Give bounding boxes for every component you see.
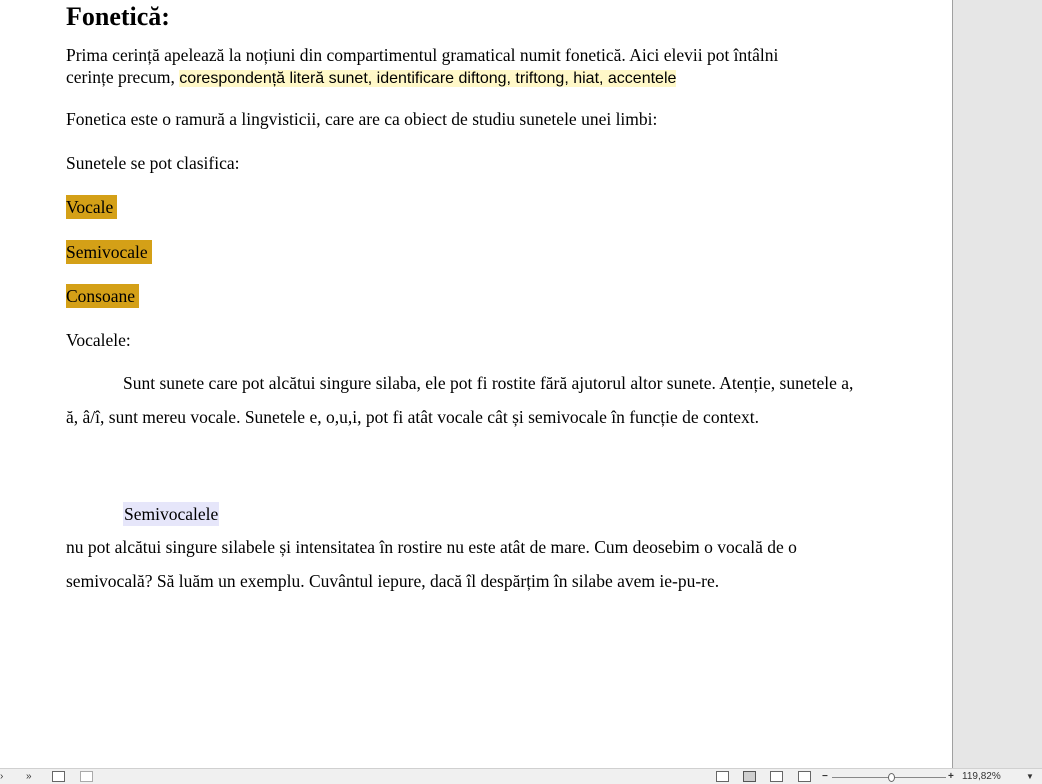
- semivowels-heading: [123, 503, 219, 525]
- chevron-down-icon[interactable]: ▼: [1026, 772, 1034, 781]
- zoom-level[interactable]: 119,82%: [962, 771, 1001, 782]
- intro-line-1: Prima cerință apelează la noțiuni din compartimentul gramatical numit fonetică. Aici elevii pot întâlni: [66, 45, 779, 65]
- status-bar: [0, 768, 1042, 784]
- document-heading: Fonetică:: [66, 2, 170, 31]
- class-item-label: Consoane: [66, 284, 139, 308]
- right-gutter: [952, 0, 1042, 768]
- intro-line-2: [66, 66, 676, 90]
- class-item-consoane: [66, 285, 139, 307]
- semivowels-paragraph: nu pot alcătui singure silabele și intensitatea în rostire nu este atât de mare. Cum deosebim o vocală de o semivocală? Să luăm un exemplu. Cuvântul iepure, dacă îl despărțim în silabe avem ie-pu-re.: [66, 537, 797, 591]
- zoom-out-button[interactable]: −: [822, 771, 828, 782]
- normal-view-icon[interactable]: [716, 771, 729, 782]
- web-layout-view-icon[interactable]: [743, 771, 756, 782]
- book-view-icon[interactable]: [798, 771, 811, 782]
- print-layout-view-icon[interactable]: [770, 771, 783, 782]
- definition-paragraph: Fonetica este o ramură a lingvisticii, care are ca obiect de studiu sunetele unei limbi:: [66, 109, 658, 129]
- intro-line-2-prefix: cerințe precum,: [66, 67, 180, 87]
- zoom-in-button[interactable]: +: [948, 771, 954, 782]
- class-item-semivocale: [66, 241, 152, 263]
- highlighted-requirements: corespondență literă sunet, identificare diftong, triftong, hiat, accentele: [179, 70, 677, 87]
- vowels-text: Sunt sunete care pot alcătui singure silaba, ele pot fi rostite fără ajutorul altor sunete. Atenție, sunetele a, ă, â/î, sunt mereu vocale. Sunetele e, o,u,i, pot fi atât vocale cât și semivocale în funcție de context.: [66, 373, 854, 427]
- class-item-label: Vocale: [66, 195, 117, 219]
- vowels-heading: Vocalele:: [66, 330, 131, 350]
- class-item-label: Semivocale: [66, 240, 152, 264]
- arrow-left-icon[interactable]: ›: [0, 771, 4, 782]
- page-copy-icon[interactable]: [52, 771, 65, 782]
- class-item-vocale: [66, 196, 117, 218]
- page-disabled-icon[interactable]: [80, 771, 93, 782]
- classification-paragraph: Sunetele se pot clasifica:: [66, 153, 240, 173]
- zoom-slider-thumb[interactable]: [888, 773, 895, 782]
- semivowels-heading-label: Semivocalele: [124, 504, 219, 524]
- vowels-paragraph: [66, 366, 856, 434]
- double-chevron-icon[interactable]: »: [26, 771, 32, 782]
